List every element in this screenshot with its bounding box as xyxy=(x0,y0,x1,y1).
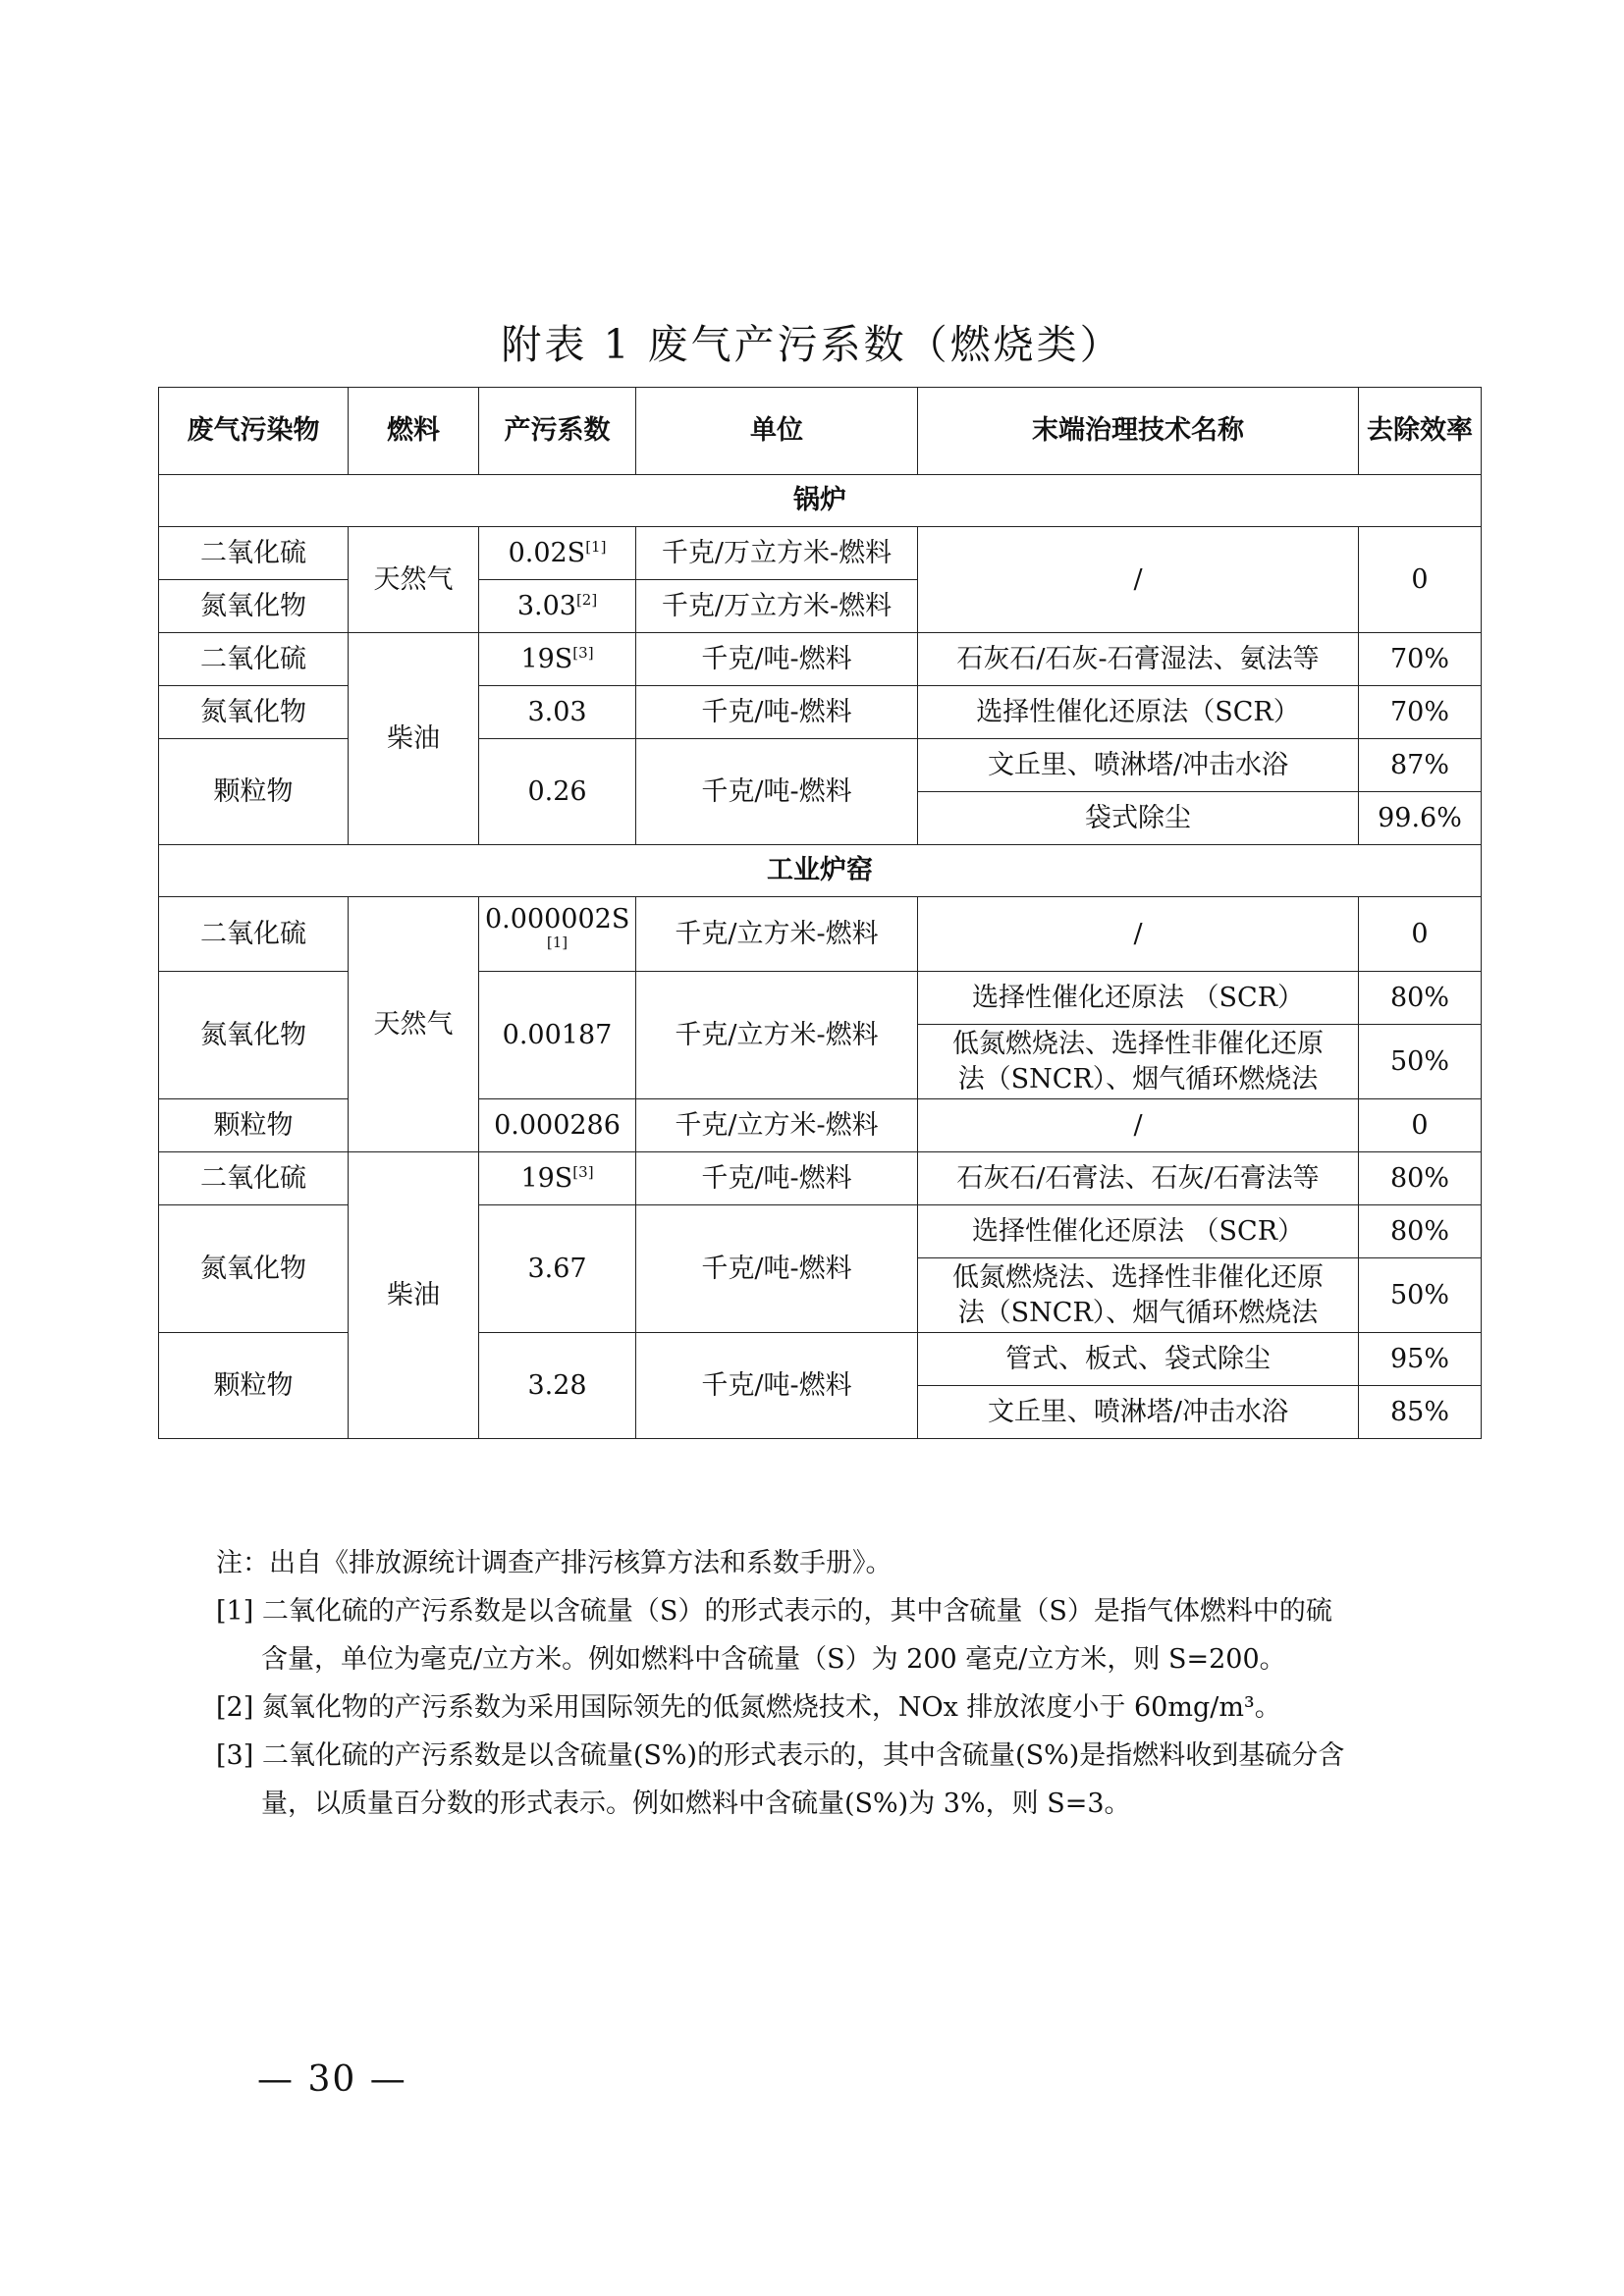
note-1: [1] 二氧化硫的产污系数是以含硫量（S）的形式表示的，其中含硫量（S）是指气体燃料中的硫 xyxy=(216,1596,1332,1627)
tech-cell: 文丘里、喷淋塔/冲击水浴 xyxy=(918,1386,1359,1439)
unit-cell: 千克/立方米-燃料 xyxy=(636,1099,918,1152)
pollutant-cell: 二氧化硫 xyxy=(159,633,349,686)
header-pollutant: 废气污染物 xyxy=(159,388,349,475)
unit-cell: 千克/吨-燃料 xyxy=(636,739,918,845)
tech-cell: 低氮燃烧法、选择性非催化还原 法（SNCR）、烟气循环燃烧法 xyxy=(918,1025,1359,1099)
tech-cell: 石灰石/石灰-石膏湿法、氨法等 xyxy=(918,633,1359,686)
eff-cell: 50% xyxy=(1359,1025,1482,1099)
header-fuel: 燃料 xyxy=(349,388,479,475)
coef-cell: 3.03[2] xyxy=(479,580,636,633)
eff-cell: 80% xyxy=(1359,1205,1482,1258)
coef-cell: 3.67 xyxy=(479,1205,636,1333)
section-industrial-furnace: 工业炉窑 xyxy=(159,845,1482,897)
tech-cell: / xyxy=(918,527,1359,633)
pollutant-cell: 二氧化硫 xyxy=(159,1152,349,1205)
eff-cell: 0 xyxy=(1359,527,1482,633)
pollutant-cell: 氮氧化物 xyxy=(159,1205,349,1333)
tech-cell: 低氮燃烧法、选择性非催化还原 法（SNCR）、烟气循环燃烧法 xyxy=(918,1258,1359,1333)
tech-cell: 石灰石/石膏法、石灰/石膏法等 xyxy=(918,1152,1359,1205)
unit-cell: 千克/万立方米-燃料 xyxy=(636,580,918,633)
tech-cell: / xyxy=(918,897,1359,972)
fuel-cell: 柴油 xyxy=(349,1152,479,1439)
eff-cell: 70% xyxy=(1359,633,1482,686)
tech-cell: 袋式除尘 xyxy=(918,792,1359,845)
unit-cell: 千克/吨-燃料 xyxy=(636,686,918,739)
note-3: [3] 二氧化硫的产污系数是以含硫量(S%)的形式表示的，其中含硫量(S%)是指燃料收到基硫分含 xyxy=(216,1740,1345,1771)
pollutant-cell: 颗粒物 xyxy=(159,739,349,845)
unit-cell: 千克/立方米-燃料 xyxy=(636,972,918,1099)
eff-cell: 0 xyxy=(1359,897,1482,972)
tech-cell: / xyxy=(918,1099,1359,1152)
footnote-ref: [1] xyxy=(546,933,568,951)
note-3-continued: 量，以质量百分数的形式表示。例如燃料中含硫量(S%)为 3%，则 S=3。 xyxy=(261,1789,1131,1819)
unit-cell: 千克/吨-燃料 xyxy=(636,633,918,686)
fuel-cell: 天然气 xyxy=(349,527,479,633)
fuel-cell: 柴油 xyxy=(349,633,479,845)
table-row xyxy=(159,1152,1482,1205)
note-source: 注：出自《排放源统计调查产排污核算方法和系数手册》。 xyxy=(216,1548,893,1578)
note-1-continued: 含量，单位为毫克/立方米。例如燃料中含硫量（S）为 200 毫克/立方米，则 S=200。 xyxy=(261,1644,1286,1675)
table-header-row xyxy=(159,388,1482,475)
coef-cell: 3.28 xyxy=(479,1333,636,1439)
pollutant-cell: 二氧化硫 xyxy=(159,527,349,580)
footnote-ref: [2] xyxy=(575,590,598,609)
unit-cell: 千克/立方米-燃料 xyxy=(636,897,918,972)
pollutant-cell: 颗粒物 xyxy=(159,1099,349,1152)
footnotes xyxy=(216,1539,1434,1828)
section-boiler: 锅炉 xyxy=(159,475,1482,527)
pollutant-cell: 二氧化硫 xyxy=(159,897,349,972)
coef-cell: 19S[3] xyxy=(479,1152,636,1205)
table-row xyxy=(159,897,1482,972)
coef-cell: 0.000002S [1] xyxy=(479,897,636,972)
eff-cell: 80% xyxy=(1359,1152,1482,1205)
footnote-ref: [3] xyxy=(572,643,594,662)
header-coefficient: 产污系数 xyxy=(479,388,636,475)
tech-cell: 管式、板式、袋式除尘 xyxy=(918,1333,1359,1386)
tech-cell: 选择性催化还原法（SCR） xyxy=(918,686,1359,739)
pollutant-cell: 颗粒物 xyxy=(159,1333,349,1439)
eff-cell: 50% xyxy=(1359,1258,1482,1333)
tech-cell: 选择性催化还原法 （SCR） xyxy=(918,1205,1359,1258)
pollutant-cell: 氮氧化物 xyxy=(159,686,349,739)
page-number: — 30 — xyxy=(257,2059,407,2100)
pollutant-cell: 氮氧化物 xyxy=(159,580,349,633)
eff-cell: 80% xyxy=(1359,972,1482,1025)
table-row xyxy=(159,527,1482,580)
table-row xyxy=(159,633,1482,686)
tech-cell: 文丘里、喷淋塔/冲击水浴 xyxy=(918,739,1359,792)
table-title: 附表 1 废气产污系数（燃烧类） xyxy=(501,321,1123,368)
emission-coefficient-table xyxy=(158,387,1482,1439)
eff-cell: 87% xyxy=(1359,739,1482,792)
coef-cell: 19S[3] xyxy=(479,633,636,686)
fuel-cell: 天然气 xyxy=(349,897,479,1152)
unit-cell: 千克/吨-燃料 xyxy=(636,1333,918,1439)
header-efficiency: 去除效率 xyxy=(1359,388,1482,475)
coef-cell: 0.000286 xyxy=(479,1099,636,1152)
eff-cell: 85% xyxy=(1359,1386,1482,1439)
coef-cell: 0.26 xyxy=(479,739,636,845)
coef-cell: 3.03 xyxy=(479,686,636,739)
eff-cell: 0 xyxy=(1359,1099,1482,1152)
header-unit: 单位 xyxy=(636,388,918,475)
unit-cell: 千克/万立方米-燃料 xyxy=(636,527,918,580)
coef-cell: 0.00187 xyxy=(479,972,636,1099)
footnote-ref: [1] xyxy=(585,537,607,556)
note-2: [2] 氮氧化物的产污系数为采用国际领先的低氮燃烧技术，NOx 排放浓度小于 60mg/m³。 xyxy=(216,1692,1281,1723)
section-row xyxy=(159,845,1482,897)
section-row xyxy=(159,475,1482,527)
eff-cell: 99.6% xyxy=(1359,792,1482,845)
eff-cell: 70% xyxy=(1359,686,1482,739)
coef-cell: 0.02S[1] xyxy=(479,527,636,580)
pollutant-cell: 氮氧化物 xyxy=(159,972,349,1099)
unit-cell: 千克/吨-燃料 xyxy=(636,1205,918,1333)
header-technology: 末端治理技术名称 xyxy=(918,388,1359,475)
unit-cell: 千克/吨-燃料 xyxy=(636,1152,918,1205)
eff-cell: 95% xyxy=(1359,1333,1482,1386)
footnote-ref: [3] xyxy=(572,1162,594,1181)
tech-cell: 选择性催化还原法 （SCR） xyxy=(918,972,1359,1025)
